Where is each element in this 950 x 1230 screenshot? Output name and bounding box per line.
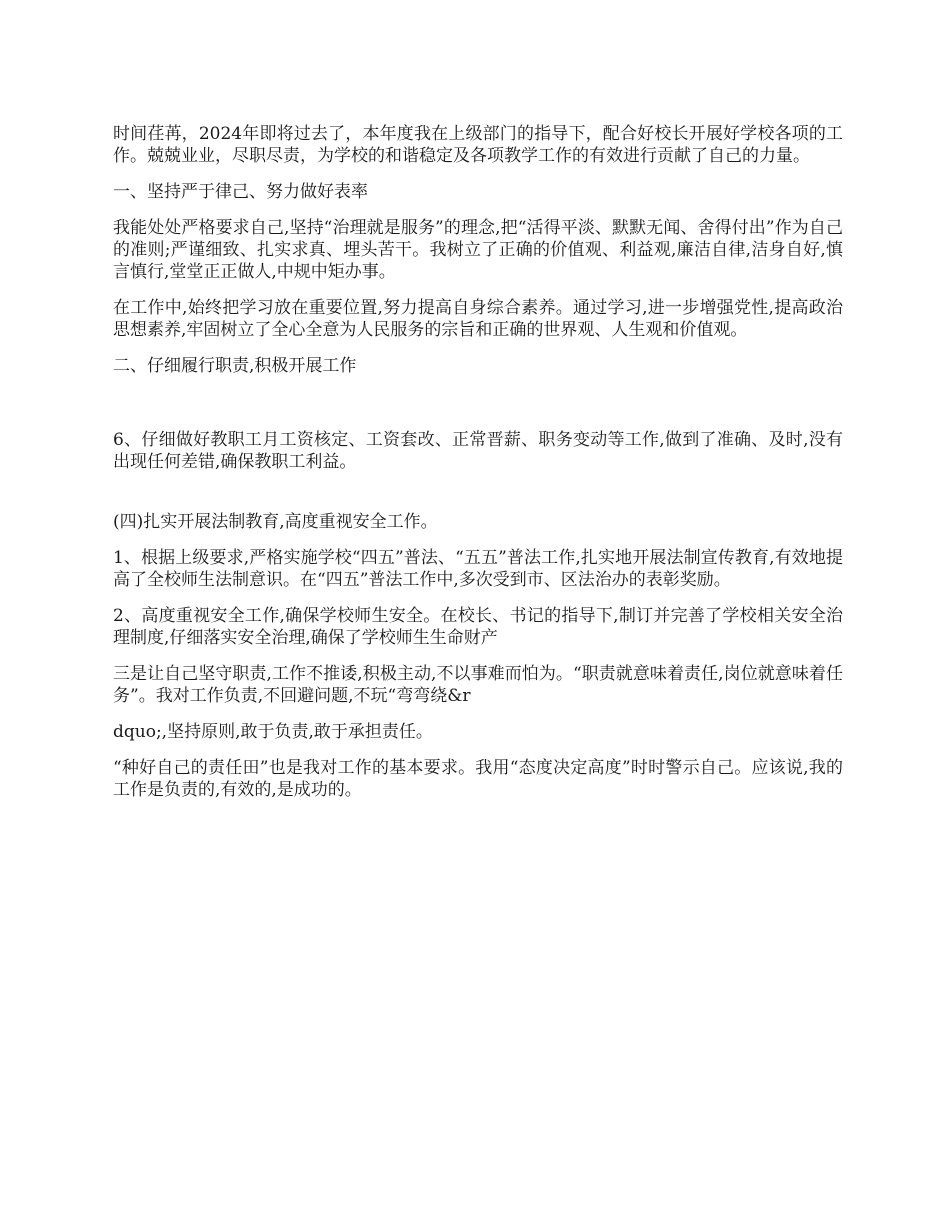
paragraph-item-1: 1、根据上级要求,严格实施学校“四五”普法、“五五”普法工作,扎实地开展法制宣传教育,有效地提高了全校师生法制意识。在“四五”普法工作中,多次受到市、区法治办的表彰奖励。 <box>113 548 843 590</box>
paragraph-study: 在工作中,始终把学习放在重要位置,努力提高自身综合素养。通过学习,进一步增强党性,提高政治思想素养,牢固树立了全心全意为人民服务的宗旨和正确的世界观、人生观和价值观。 <box>113 298 843 340</box>
paragraph-closing: “种好自己的责任田”也是我对工作的基本要求。我用“态度决定高度”时时警示自己。应该说,我的工作是负责的,有效的,是成功的。 <box>113 758 843 800</box>
document-body <box>113 123 843 815</box>
section-heading-1: 一、坚持严于律己、努力做好表率 <box>113 182 368 202</box>
paragraph-item-2: 2、高度重视安全工作,确保学校师生安全。在校长、书记的指导下,制订并完善了学校相关安全治理制度,仔细落实安全治理,确保了学校师生生命财产 <box>113 606 843 648</box>
paragraph-item-6: 6、仔细做好教职工月工资核定、工资套改、正常晋薪、职务变动等工作,做到了准确、及时,没有出现任何差错,确保教职工利益。 <box>113 430 843 472</box>
section-heading-2: 二、仔细履行职责,积极开展工作 <box>113 356 357 376</box>
blank-gap <box>113 487 843 511</box>
blank-gap <box>113 391 843 429</box>
paragraph-continuation: dquo;,坚持原则,敢于负责,敢于承担责任。 <box>113 722 433 742</box>
paragraph-third: 三是让自己坚守职责,工作不推诿,积极主动,不以事难而怕为。“职责就意味着责任,岗位就意味着任务”。我对工作负责,不回避问题,不玩“弯弯绕&r <box>113 664 843 706</box>
paragraph-self-discipline: 我能处处严格要求自己,坚持“治理就是服务”的理念,把“活得平淡、默默无闻、舍得付出”作为自己的准则;严谨细致、扎实求真、埋头苦干。我树立了正确的价值观、利益观,廉洁自律,洁身自好,慎言慎行,堂堂正正做人,中规中矩办事。 <box>113 218 843 282</box>
intro-paragraph: 时间荏苒，2024年即将过去了，本年度我在上级部门的指导下，配合好校长开展好学校各项的工作。兢兢业业，尽职尽责，为学校的和谐稳定及各项教学工作的有效进行贡献了自己的力量。 <box>113 124 843 166</box>
subsection-heading-4: (四)扎实开展法制教育,高度重视安全工作。 <box>113 512 438 532</box>
